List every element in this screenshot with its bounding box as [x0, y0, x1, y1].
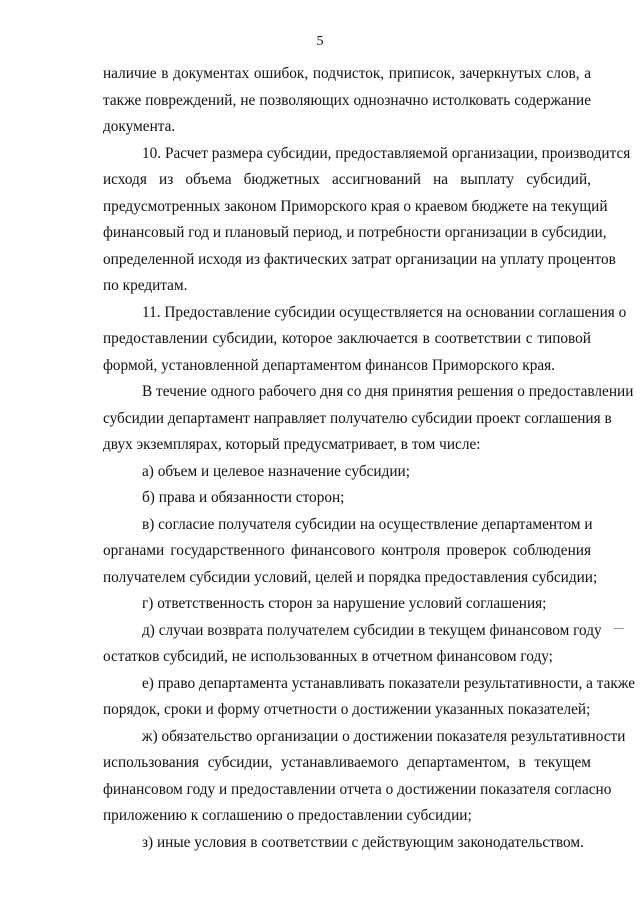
text-line: е) право департамента устанавливать показатели результативности, а также: [142, 674, 636, 692]
text-line: документа.: [103, 118, 176, 135]
paragraph: [103, 485, 591, 512]
paragraph: [103, 591, 591, 618]
text-line: по кредитам.: [103, 277, 188, 294]
paragraph: [103, 671, 636, 724]
page-number: 5: [316, 34, 324, 49]
paragraph: [103, 512, 598, 592]
text-line: органами государственного финансового контроля проверок соблюдения: [103, 542, 591, 559]
text-line: порядок, сроки и форму отчетности о достижении указанных показателей;: [103, 701, 591, 718]
text-line: также повреждений, не позволяющих однозначно истолковать содержание: [103, 91, 591, 109]
paragraph: [103, 459, 591, 486]
text-line: определенной исходя из фактических затрат организации на уплату процентов: [103, 250, 616, 268]
text-line: ж) обязательство организации о достижении показателя результативности: [142, 727, 626, 745]
text-line: субсидии департамент направляет получателю субсидии проект соглашения в: [103, 409, 612, 427]
text-line: предусмотренных законом Приморского края о краевом бюджете на текущий: [103, 197, 608, 215]
text-line: д) случаи возврата получателем субсидии в текущем финансовом году: [142, 621, 602, 639]
paragraph: [103, 141, 631, 300]
document-body: [103, 61, 636, 856]
text-line: получателем субсидии условий, целей и порядка предоставления субсидии;: [103, 568, 598, 586]
text-line: двух экземплярах, который предусматривает, в том числе:: [103, 436, 481, 453]
text-line: остатков субсидий, не использованных в отчетном финансовом году;: [103, 648, 553, 665]
paragraph: [103, 61, 591, 141]
scan-margin-mark: [614, 628, 624, 629]
paragraph: [103, 300, 627, 380]
text-line: финансовый год и плановый период, и потребности организации в субсидии,: [103, 224, 607, 241]
text-line: 11. Предоставление субсидии осуществляется на основании соглашения о: [142, 303, 627, 321]
text-line: финансовом году и предоставлении отчета о достижении показателя согласно: [103, 780, 612, 798]
text-line: а) объем и целевое назначение субсидии;: [142, 462, 410, 480]
paragraph: [103, 724, 626, 830]
text-line: исходя из объема бюджетных ассигнований на выплату субсидий,: [103, 171, 591, 188]
text-line: формой, установленной департаментом финансов Приморского края.: [103, 356, 555, 374]
text-line: предоставлении субсидии, которое заключается в соответствии с типовой: [103, 330, 591, 347]
text-line: приложению к соглашению о предоставлении субсидии;: [103, 807, 472, 824]
text-line: использования субсидии, устанавливаемого департаментом, в текущем: [103, 754, 591, 771]
text-line: б) права и обязанности сторон;: [142, 489, 345, 506]
text-line: 10. Расчет размера субсидии, предоставляемой организации, производится: [142, 144, 631, 162]
text-line: з) иные условия в соответствии с действующим законодательством.: [142, 833, 584, 851]
text-line: наличие в документах ошибок, подчисток, приписок, зачеркнутых слов, а: [103, 65, 591, 82]
paragraph: [103, 830, 591, 857]
text-line: г) ответственность сторон за нарушение условий соглашения;: [142, 595, 547, 612]
text-line: в) согласие получателя субсидии на осуществление департаментом и: [142, 515, 593, 533]
paragraph: [103, 618, 602, 671]
paragraph: [103, 379, 634, 459]
text-line: В течение одного рабочего дня со дня принятия решения о предоставлении: [142, 383, 634, 400]
